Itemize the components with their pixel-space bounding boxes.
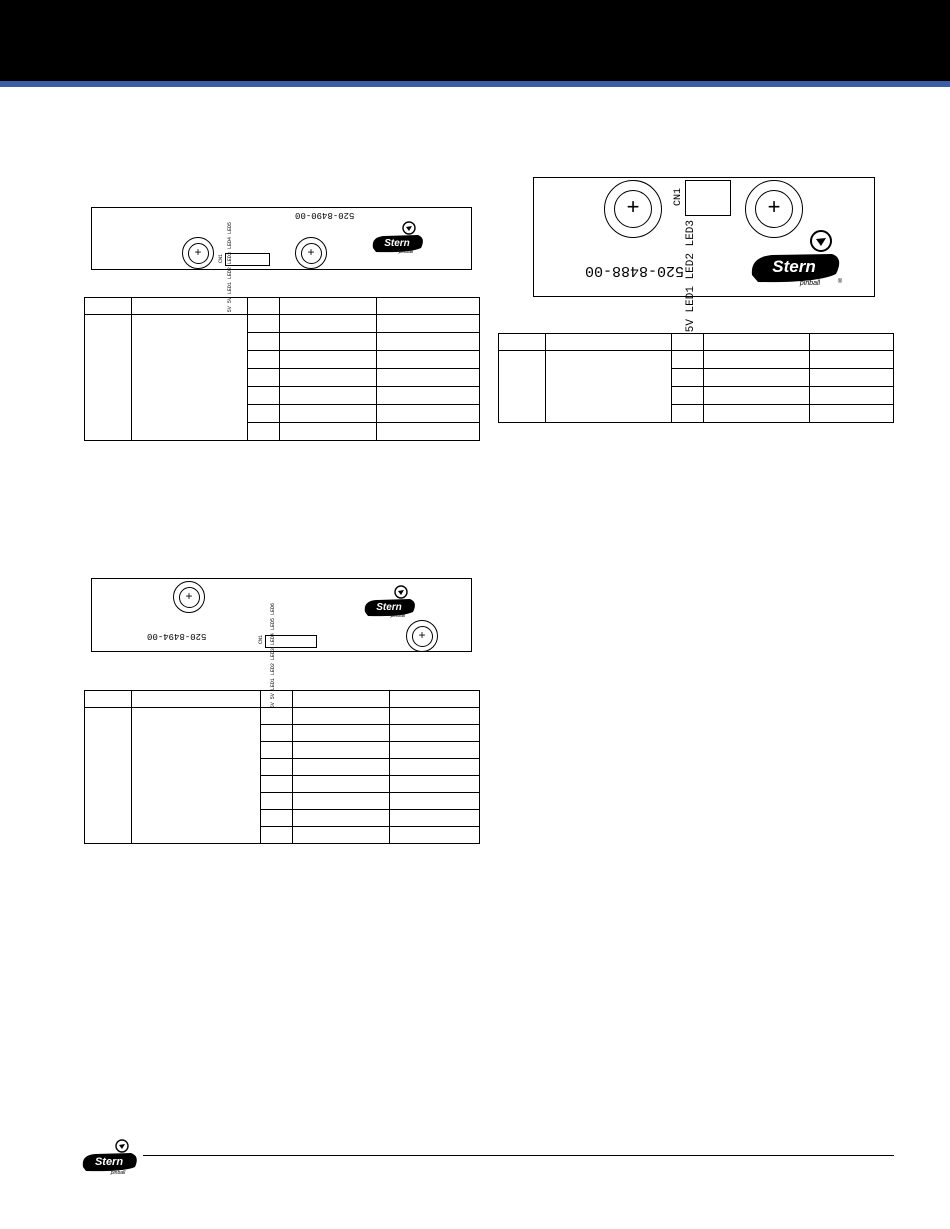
part-number: 520-8490-00 [295, 210, 355, 220]
svg-text:pinball: pinball [390, 613, 406, 619]
svg-text:pinball: pinball [398, 249, 414, 255]
svg-text:®: ® [837, 279, 843, 285]
stern-logo [370, 220, 426, 256]
pin-labels: 5V 5V LED1 LED2 LED3 LED4 LED5 [227, 222, 233, 313]
connector-cn1 [225, 253, 270, 266]
pinout-table-8494 [84, 690, 480, 844]
mounting-hole: + [604, 180, 662, 238]
svg-text:Stern: Stern [376, 602, 402, 613]
mounting-hole: + [182, 237, 214, 269]
part-number: 520-8494-00 [147, 631, 207, 641]
pcb-outline-8488 [533, 177, 875, 333]
svg-text:pinball: pinball [110, 1170, 126, 1176]
connector-cn1 [685, 180, 731, 216]
connector-label: CN1 [218, 254, 224, 264]
svg-text:Stern: Stern [772, 257, 816, 276]
pinout-table-8490 [84, 297, 480, 441]
mounting-hole: + [406, 620, 438, 652]
connector-label: CN1 [673, 188, 684, 207]
part-number: 520-8488-00 [585, 262, 685, 279]
connector-cn1 [265, 635, 317, 648]
svg-text:pinball: pinball [799, 280, 821, 287]
mounting-hole: + [173, 581, 205, 613]
pinout-table-8488 [498, 333, 894, 423]
footer-rule [143, 1155, 894, 1156]
mounting-hole: + [295, 237, 327, 269]
pin-labels: 5V LED1 LED2 LED3 [685, 220, 697, 333]
stern-logo [362, 584, 418, 620]
pcb-outline-8490 [91, 207, 472, 313]
stern-logo [748, 228, 844, 288]
pcb-outline-8494 [91, 578, 472, 709]
pin-labels: 5V 5V LED1 LED2 LED3 LED4 LED5 LED6 [270, 603, 276, 709]
footer-stern-logo [80, 1138, 140, 1176]
svg-text:Stern: Stern [384, 238, 410, 249]
svg-text:Stern: Stern [94, 1156, 124, 1168]
header-bar [0, 0, 950, 81]
connector-label: CN1 [258, 635, 264, 645]
header-stripe [0, 81, 950, 87]
mounting-hole: + [745, 180, 803, 238]
